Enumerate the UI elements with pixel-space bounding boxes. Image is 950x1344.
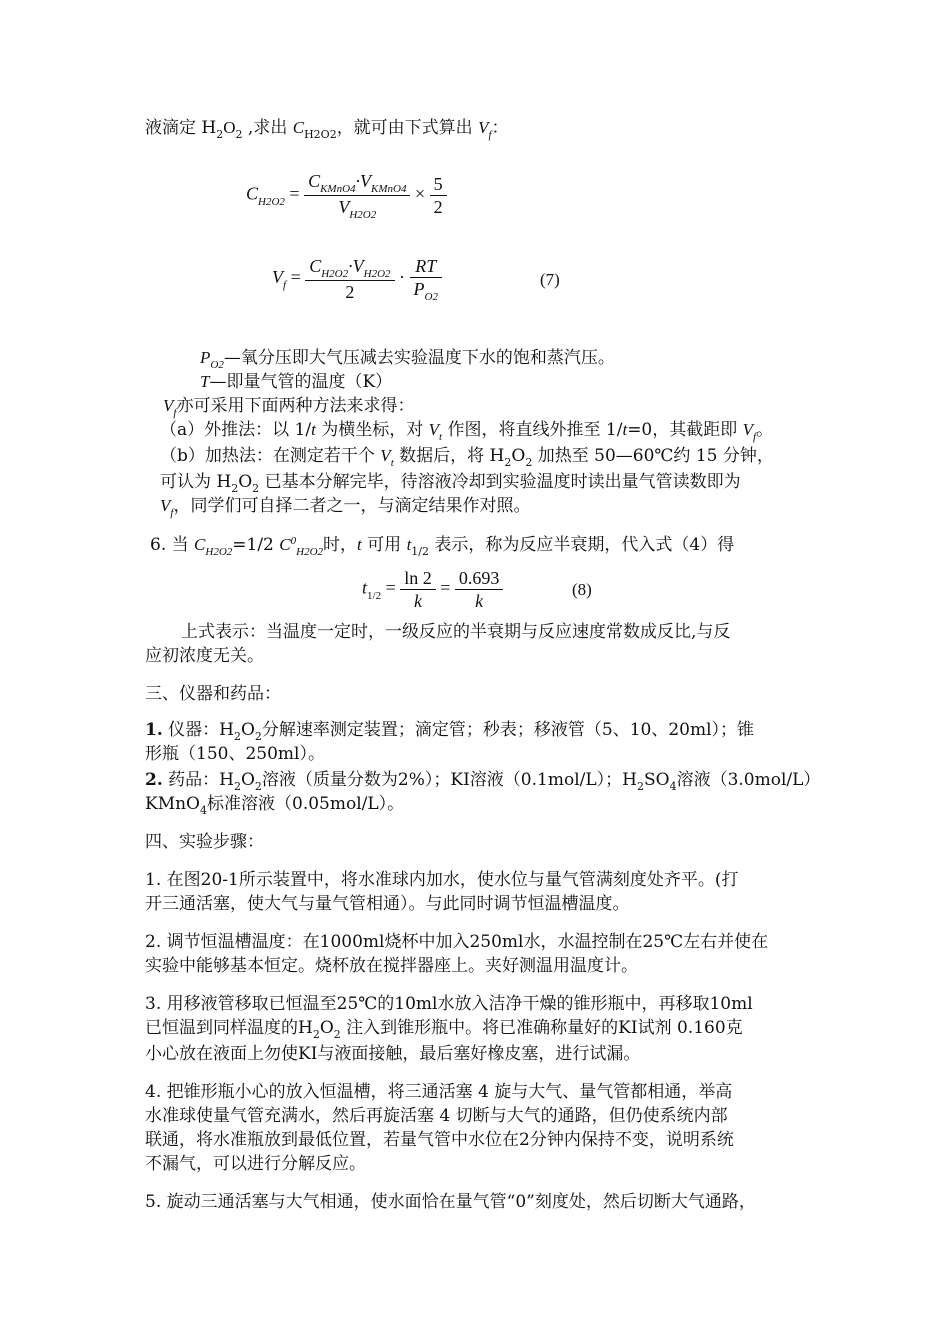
intro-line: 液滴定 $H_2O_2$ ,求出 $C_{H2O2}$，就可由下式算出 $V_f$： [145,118,509,141]
section-3-title: 三、仪器和药品： [145,684,281,704]
conclusion-line-1: 上式表示：当温度一定时，一级反应的半衰期与反应速度常数成反比,与反 [181,622,731,642]
method-a-extrapolation: （a）外推法：以 1/t 为横坐标，对 $V_t$ 作图，将直线外推至 1/t=0，其截距即 $V_f$。 [160,420,774,443]
step-2-line-2: 实验中能够基本恒定。烧杯放在搅拌器座上。夹好测温用温度计。 [145,956,638,976]
equation-concentration: $C_{H2O2}$ = $\frac{C_{KMnO4}\cdot V_{KMnO4}}{V_{H2O2}}$ × $\frac{5}{2}$ [246,170,447,221]
fraction-0693-k: $\frac{0.693}{k}$ [455,567,504,612]
step-1-line-2: 开三通活塞，使大气与量气管相通）。与此同时调节恒温槽温度。 [145,894,630,914]
step-4-line-4: 不漏气，可以进行分解反应。 [145,1154,366,1174]
step-3-line-1: 3. 用移液管移取已恒温至25℃的10ml水放入洁净干燥的锥形瓶中，再移取10ml [145,994,753,1014]
fraction-five-halves: $\frac{5}{2}$ [430,173,447,218]
method-b-continued: 可认为 $H_2O_2$ 已基本分解完毕，待溶液冷却到实验温度时读出量气管读数即为 [160,472,741,495]
fraction-kmno4: $\frac{C_{KMnO4}\cdot V_{KMnO4}}{V_{H2O2}}$ [304,170,410,221]
step-1-line-1: 1. 在图20-1所示装置中，将水准球内加水，使水位与量气管满刻度处齐平。(打 [145,870,739,890]
section-3-item-1: 1. 仪器：$H_2O_2$分解速率测定装置；滴定管；秒表；移液管（5、10、20ml）；锥 [145,720,755,743]
definition-po2: $P_{O2}—$氧分压即大气压减去实验温度下水的饱和蒸汽压。 [200,348,615,371]
step-5-line-1: 5. 旋动三通活塞与大气相通，使水面恰在量气管“0”刻度处，然后切断大气通路， [145,1192,756,1212]
step-3-line-3: 小心放在液面上勿使KI与液面接触，最后塞好橡皮塞，进行试漏。 [145,1044,641,1064]
equation-vf: $V_f$ = $\frac{C_{H2O2}\cdot V_{H2O2}}{2}$ · $\frac{RT}{P_{O2}}$ [272,255,442,303]
equation-half-life: $t_{1/2}$ = $\frac{\ln 2}{k}$ = $\frac{0.693}{k}$ [362,567,503,612]
step-4-line-2: 水准球使量气管充满水，然后再旋活塞 4 切断与大气的通路，但仍使系统内部 [145,1106,728,1126]
section-3-item-2: 2. 药品：$H_2O_2$溶液（质量分数为2%）；KI溶液（0.1mol/L）；$H_2SO_4$溶液（3.0mol/L） [145,770,821,793]
step-4-line-1: 4. 把锥形瓶小心的放入恒温槽，将三通活塞 4 旋与大气、量气管都相通，举高 [145,1082,733,1102]
method-b-heating: （b）加热法：在测定若干个 $V_t$ 数据后，将 $H_2O_2$ 加热至 50—60℃约 15 分钟， [160,446,774,469]
method-b-end: $V_f$，同学们可自择二者之一，与滴定结果作对照。 [160,496,531,519]
step-4-line-3: 联通，将水准瓶放到最低位置，若量气管中水位在2分钟内保持不变，说明系统 [145,1130,734,1150]
step-3-line-2: 已恒温到同样温度的$H_2O_2$ 注入到锥形瓶中。将已准确称量好的KI试剂 0.160克 [145,1018,743,1041]
equation-number-7: (7) [540,270,560,289]
fraction-rt-p: $\frac{RT}{P_{O2}}$ [410,255,442,303]
equation-number-8: (8) [572,580,592,599]
conclusion-line-2: 应初浓度无关。 [145,646,264,666]
vf-methods-intro: $V_f$亦可采用下面两种方法来求得： [163,396,415,419]
section-3-item-2-cont: KMnO$_4$标准溶液（0.05mol/L）。 [145,794,405,817]
intro-text: 液滴定 H [145,118,217,138]
definition-t: T—即量气管的温度（K） [200,372,393,392]
item-6-half-life: 6. 当 $C_{H2O2}=1/2$ $C^0_{H2O2}$时，t 可用 $t_{1/2}$ 表示，称为反应半衰期，代入式（4）得 [150,535,735,558]
section-4-title: 四、实验步骤： [145,832,264,852]
fraction-h2o2: $\frac{C_{H2O2}\cdot V_{H2O2}}{2}$ [305,255,394,303]
section-3-item-1-cont: 形瓶（150、250ml）。 [145,744,325,764]
step-2-line-1: 2. 调节恒温槽温度：在1000ml烧杯中加入250ml水，水温控制在25℃左右并使在 [145,932,769,952]
fraction-ln2-k: $\frac{\ln 2}{k}$ [400,567,436,612]
